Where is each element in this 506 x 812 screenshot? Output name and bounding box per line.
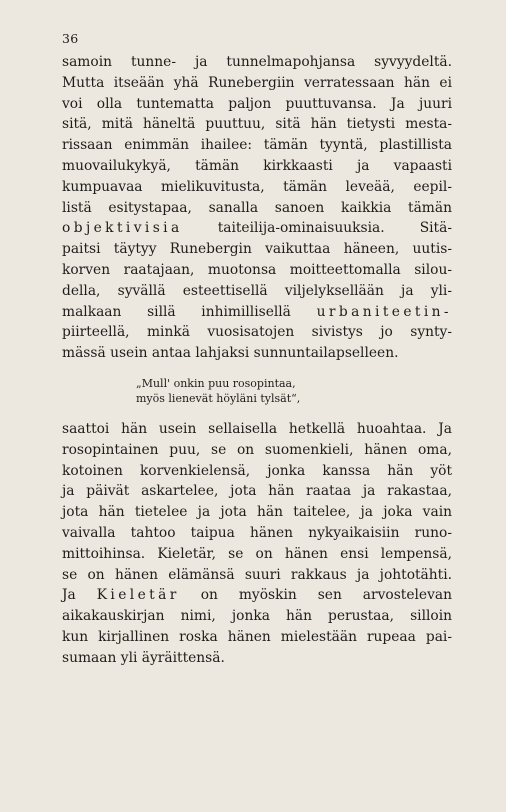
text-line: saattoi hän usein sellaisella hetkellä huoahtaa. Ja (62, 420, 452, 437)
text-line: piirteellä, minkä vuosisatojen sivistys jo synty- (62, 324, 452, 341)
text-line: aikakauskirjan nimi, jonka hän perustaa, silloin (62, 608, 452, 625)
text-line (62, 585, 452, 606)
text-line: sumaan yli äyräittensä. (62, 649, 225, 666)
text-line: vaivalla tahtoo taipua hänen nykyaikaisiin runo- (62, 524, 452, 541)
quote-line: myös lienevät höyläni tylsät“, (136, 391, 301, 405)
text-line: kun kirjallinen roska hänen mielestään rupeaa pai- (62, 628, 452, 645)
text-line (62, 218, 452, 239)
text-line: rosopintainen puu, se on suomenkieli, hänen oma, (62, 441, 452, 458)
text-span: malkaan sillä inhimillisellä (62, 303, 317, 320)
text-line: paitsi täytyy Runebergin vaikuttaa häneen, uutis- (62, 241, 452, 258)
text-line: sitä, mitä häneltä puuttuu, sitä hän tietysti mesta- (62, 116, 452, 133)
text-line (62, 302, 452, 323)
text-line: mässä usein antaa lahjaksi sunnuntailapselleen. (62, 345, 399, 362)
text-line: kotoinen korvenkielensä, jonka kanssa hän yöt (62, 462, 452, 479)
text-line: kumpuavaa mielikuvitusta, tämän leveää, eepil- (62, 178, 452, 195)
spaced-word: objektivisia (62, 220, 183, 237)
paragraph (62, 52, 452, 364)
text-line: della, syvällä esteettisellä viljelyksellään ja yli- (62, 282, 452, 299)
text-line: se on hänen elämänsä suuri rakkaus ja johtotähti. (62, 566, 452, 583)
quote-line: „Mull' onkin puu rosopintaa, (136, 376, 296, 390)
text-span: on myöskin sen arvostelevan (179, 587, 452, 604)
text-span: Ja (62, 587, 97, 604)
body-text (62, 52, 452, 669)
text-line: Mutta itseään yhä Runebergiin verratessaan hän ei (62, 74, 452, 91)
text-line: korven raatajaan, muotonsa moitteettomalla silou- (62, 261, 452, 278)
text-line: jota hän tietelee ja jota hän taitelee, ja joka vain (62, 504, 452, 521)
text-line: listä esitystapaa, sanalla sanoen kaikkia tämän (62, 199, 452, 216)
text-line: mittoihinsa. Kieletär, se on hänen ensi lempensä, (62, 545, 452, 562)
text-line: rissaan enimmän ihailee: tämän tyyntä, plastillista (62, 137, 452, 154)
page-number: 36 (62, 31, 79, 46)
text-line: ja päivät askartelee, jota hän raataa ja rakastaa, (62, 483, 452, 500)
verse-quote (62, 376, 452, 406)
text-line: muovailukykyä, tämän kirkkaasti ja vapaasti (62, 157, 452, 174)
paragraph (62, 419, 452, 669)
text-line: voi olla tuntematta paljon puuttuvansa. Ja juuri (62, 95, 452, 112)
spaced-word: urbaniteetin- (316, 303, 452, 320)
spaced-word: Kieletär (96, 587, 180, 604)
text-span: taiteilija-ominaisuuksia. Sitä- (182, 220, 452, 237)
text-line: samoin tunne- ja tunnelmapohjansa syvyydeltä. (62, 54, 452, 70)
